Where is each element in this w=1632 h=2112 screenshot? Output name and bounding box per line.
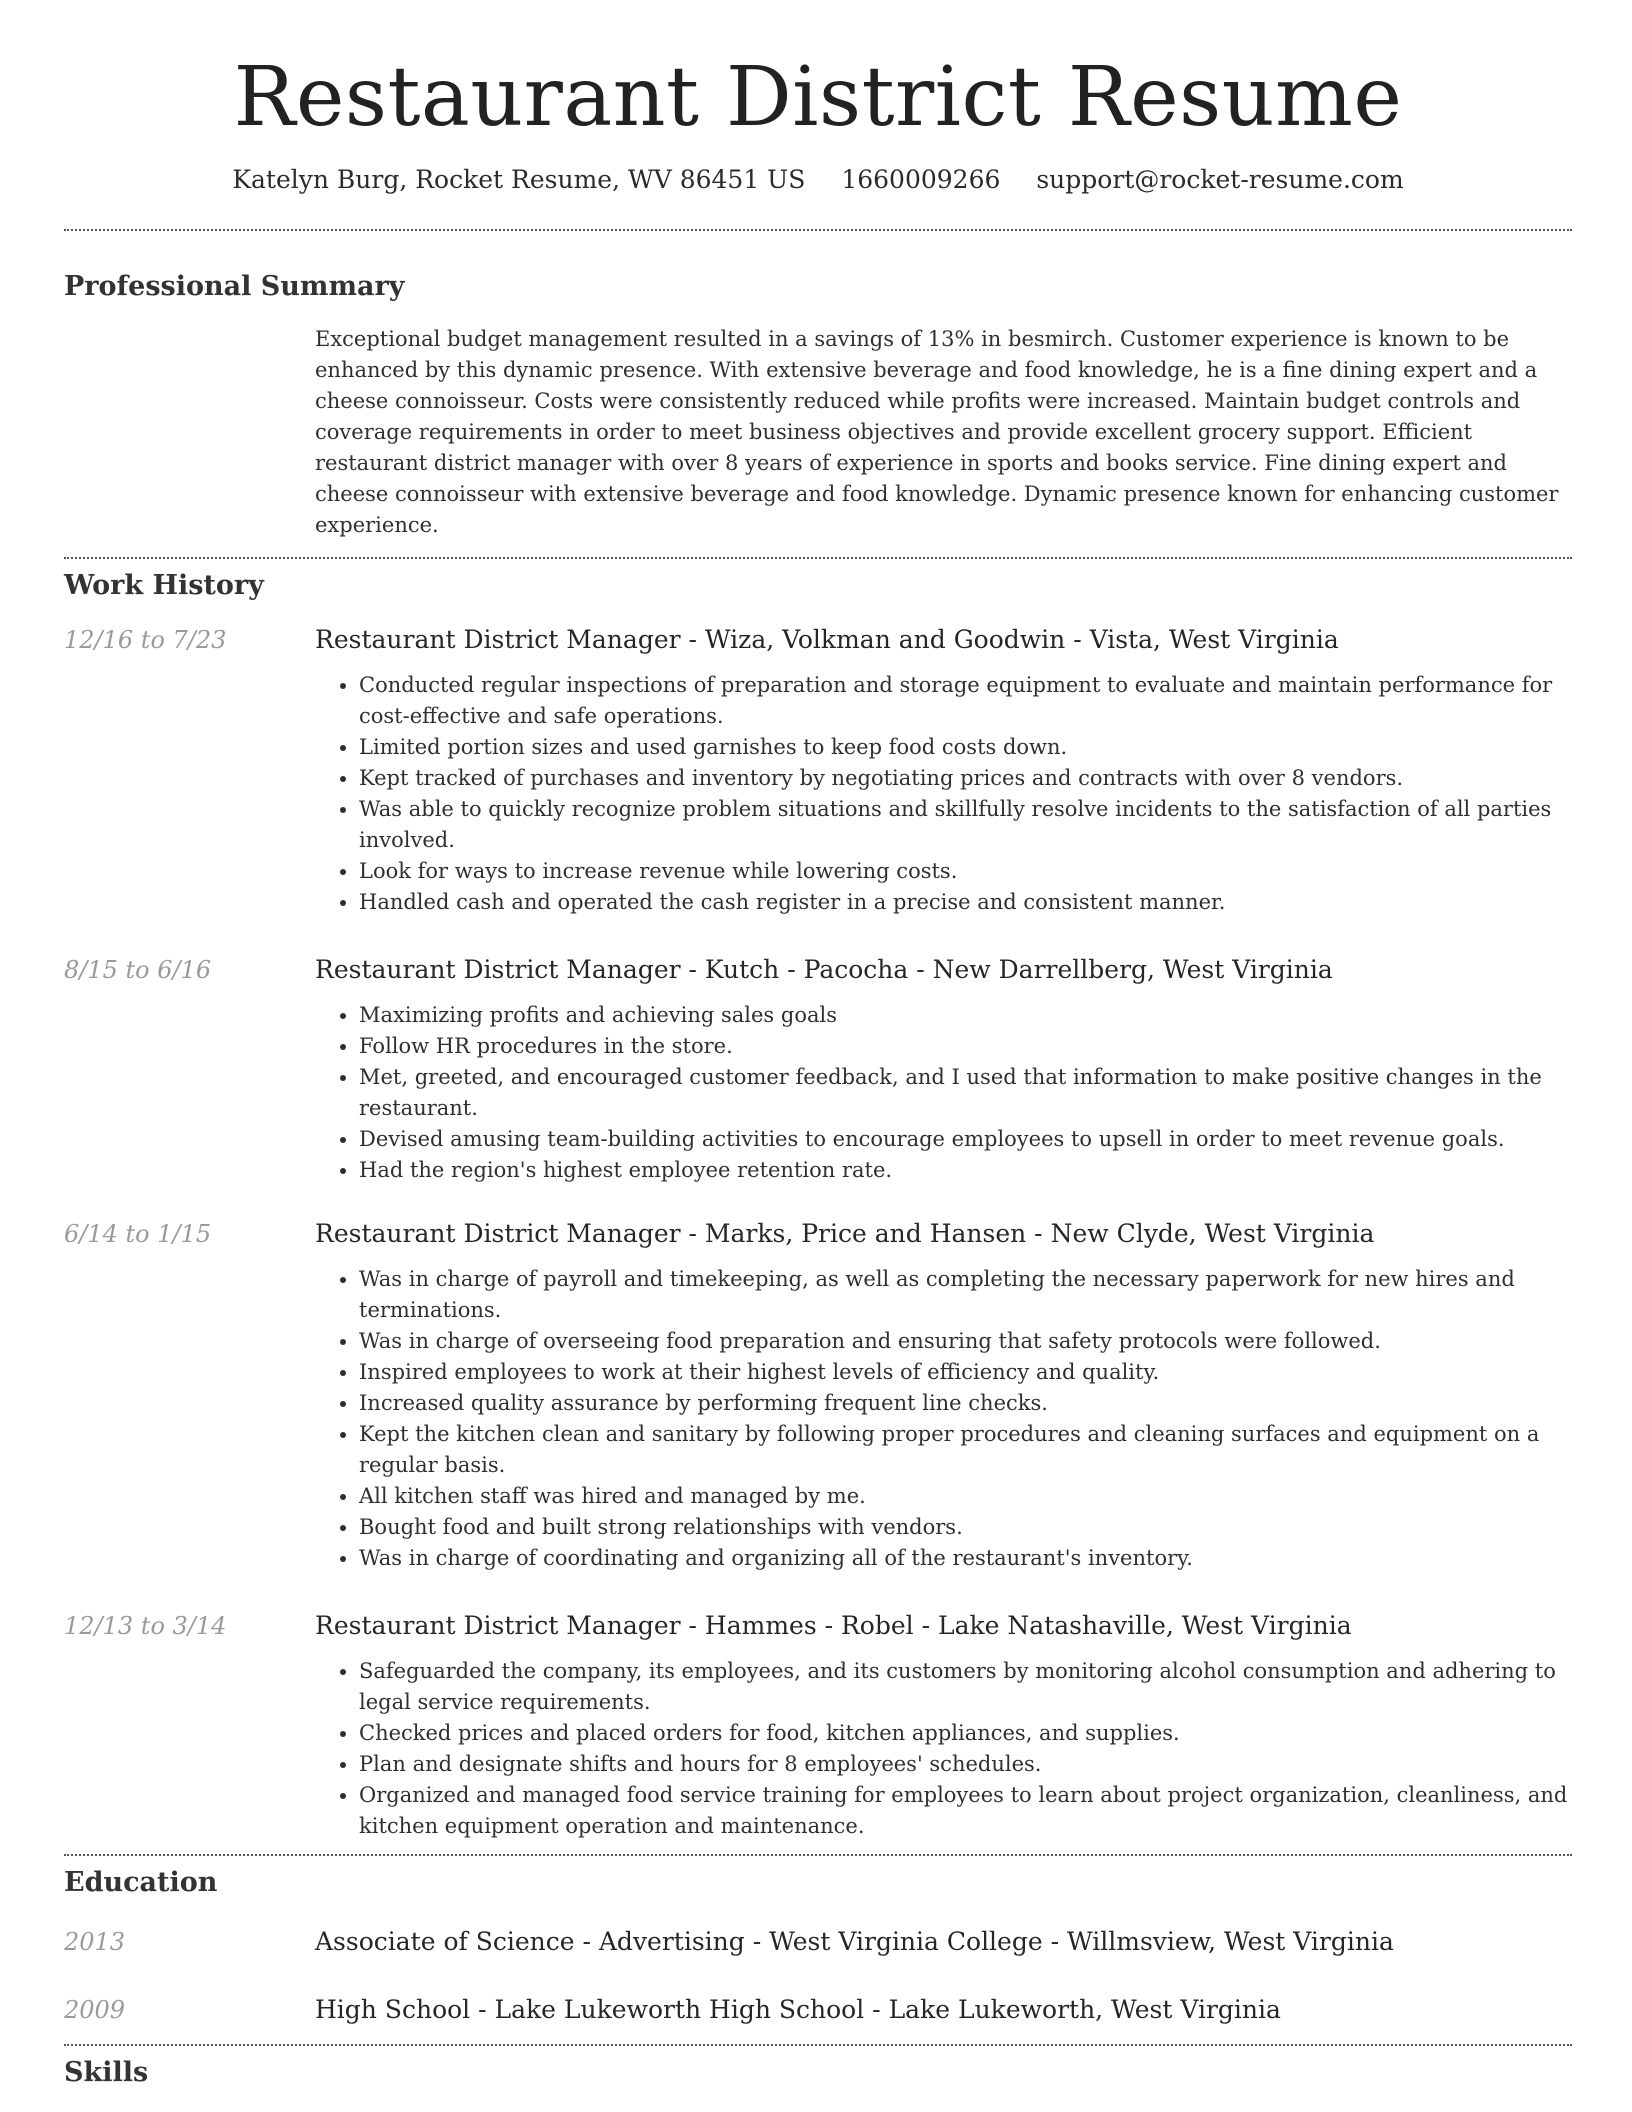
skills-heading: Skills: [64, 2056, 149, 2088]
education-title: Associate of Science - Advertising - West Virginia College - Willmsview, West Virginia: [315, 1926, 1394, 1956]
bullet-item: • Bought food and built strong relationships with vendors.: [359, 1512, 1572, 1543]
bullet-item: • Increased quality assurance by performing frequent line checks.: [359, 1388, 1572, 1419]
job-entry: [64, 954, 1572, 1186]
education-title: High School - Lake Lukeworth High School - Lake Lukeworth, West Virginia: [315, 1994, 1281, 2024]
bullet-item: • Was in charge of overseeing food preparation and ensuring that safety protocols were followed.: [359, 1326, 1572, 1357]
job-entry: [64, 624, 1572, 918]
bullet-item: • Follow HR procedures in the store.: [359, 1031, 1572, 1062]
education-entry: [64, 1926, 1572, 1958]
divider: [64, 1854, 1572, 1856]
bullet-item: • Checked prices and placed orders for food, kitchen appliances, and supplies.: [359, 1718, 1572, 1749]
contact-address: Katelyn Burg, Rocket Resume, WV 86451 US: [232, 164, 806, 194]
bullet-item: • Safeguarded the company, its employees, and its customers by monitoring alcohol consumption and adhering to legal service requirements.: [359, 1656, 1572, 1718]
bullet-item: • Plan and designate shifts and hours for 8 employees' schedules.: [359, 1749, 1572, 1780]
bullet-item: • Maximizing profits and achieving sales goals: [359, 1000, 1572, 1031]
job-bullets: [315, 670, 1572, 918]
bullet-item: • Inspired employees to work at their highest levels of efficiency and quality.: [359, 1357, 1572, 1388]
skills-section: [64, 2057, 1572, 2089]
divider: [64, 557, 1572, 559]
job-bullets: [315, 1000, 1572, 1186]
bullet-item: • Conducted regular inspections of preparation and storage equipment to evaluate and maintain performance for cost-effective and safe operations.: [359, 670, 1572, 732]
contact-email[interactable]: support@rocket-resume.com: [1036, 164, 1404, 194]
education-year: 2009: [64, 1995, 126, 2024]
job-details: [315, 1218, 1572, 1574]
education-entry: [64, 1994, 1572, 2026]
job-title: Restaurant District Manager - Marks, Price and Hansen - New Clyde, West Virginia: [315, 1219, 1375, 1249]
job-list: [64, 624, 1572, 1842]
job-dates: 12/13 to 3/14: [64, 1612, 227, 1641]
job-details: [315, 1610, 1572, 1842]
job-entry: [64, 1218, 1572, 1574]
job-bullets: [315, 1264, 1572, 1574]
bullet-item: • Had the region's highest employee retention rate.: [359, 1155, 1572, 1186]
education-list: [64, 1926, 1572, 2026]
bullet-item: • All kitchen staff was hired and managed by me.: [359, 1481, 1572, 1512]
divider: [64, 229, 1572, 231]
bullet-item: • Was in charge of payroll and timekeeping, as well as completing the necessary paperwork for new hires and terminations.: [359, 1264, 1572, 1326]
summary-section: [64, 271, 1572, 540]
bullet-item: • Handled cash and operated the cash register in a precise and consistent manner.: [359, 887, 1572, 918]
job-title: Restaurant District Manager - Wiza, Volkman and Goodwin - Vista, West Virginia: [315, 625, 1339, 655]
job-bullets: [315, 1656, 1572, 1842]
bullet-item: • Look for ways to increase revenue while lowering costs.: [359, 856, 1572, 887]
work-section: [64, 570, 1572, 1842]
bullet-item: • Organized and managed food service training for employees to learn about project organization, cleanliness, and kitchen equipment operation and maintenance.: [359, 1780, 1572, 1842]
resume-page: [64, 0, 1572, 2089]
job-title: Restaurant District Manager - Hammes - Robel - Lake Natashaville, West Virginia: [315, 1611, 1352, 1641]
job-dates: 8/15 to 6/16: [64, 956, 212, 985]
education-details: [315, 1994, 1572, 2026]
job-title: Restaurant District Manager - Kutch - Pacocha - New Darrellberg, West Virginia: [315, 955, 1333, 985]
education-year: 2013: [64, 1927, 126, 1956]
job-entry: [64, 1610, 1572, 1842]
bullet-item: • Kept tracked of purchases and inventory by negotiating prices and contracts with over 8 vendors.: [359, 763, 1572, 794]
summary-text: Exceptional budget management resulted in a savings of 13% in besmirch. Customer experience is known to be enhanced by this dynamic presence. With extensive beverage and food knowledge, he is a fine dining expert and a cheese connoisseur. Costs were consistently reduced while profits were increased. Maintain budget controls and coverage requirements in order to meet business objectives and provide excellent grocery support. Efficient restaurant district manager with over 8 years of experience in sports and books service. Fine dining expert and cheese connoisseur with extensive beverage and food knowledge. Dynamic presence known for enhancing customer experience.: [315, 326, 1559, 537]
job-details: [315, 624, 1572, 918]
education-details: [315, 1926, 1572, 1958]
bullet-item: • Met, greeted, and encouraged customer feedback, and I used that information to make positive changes in the restaurant.: [359, 1062, 1572, 1124]
bullet-item: • Was in charge of coordinating and organizing all of the restaurant's inventory.: [359, 1543, 1572, 1574]
job-dates: 6/14 to 1/15: [64, 1220, 212, 1249]
bullet-item: • Kept the kitchen clean and sanitary by following proper procedures and cleaning surfaces and equipment on a regular basis.: [359, 1419, 1572, 1481]
bullet-item: • Was able to quickly recognize problem situations and skillfully resolve incidents to the satisfaction of all parties involved.: [359, 794, 1572, 856]
contact-phone: 1660009266: [841, 164, 1001, 194]
contact-line: [64, 164, 1572, 197]
job-details: [315, 954, 1572, 1186]
education-heading: Education: [64, 1867, 218, 1899]
bullet-item: • Devised amusing team-building activities to encourage employees to upsell in order to meet revenue goals.: [359, 1124, 1572, 1155]
job-dates: 12/16 to 7/23: [64, 626, 227, 655]
resume-title: Restaurant District Resume: [233, 50, 1403, 145]
summary-heading: Professional Summary: [64, 271, 405, 303]
work-heading: Work History: [64, 569, 264, 601]
education-section: [64, 1867, 1572, 2025]
divider: [64, 2044, 1572, 2046]
bullet-item: • Limited portion sizes and used garnishes to keep food costs down.: [359, 732, 1572, 763]
